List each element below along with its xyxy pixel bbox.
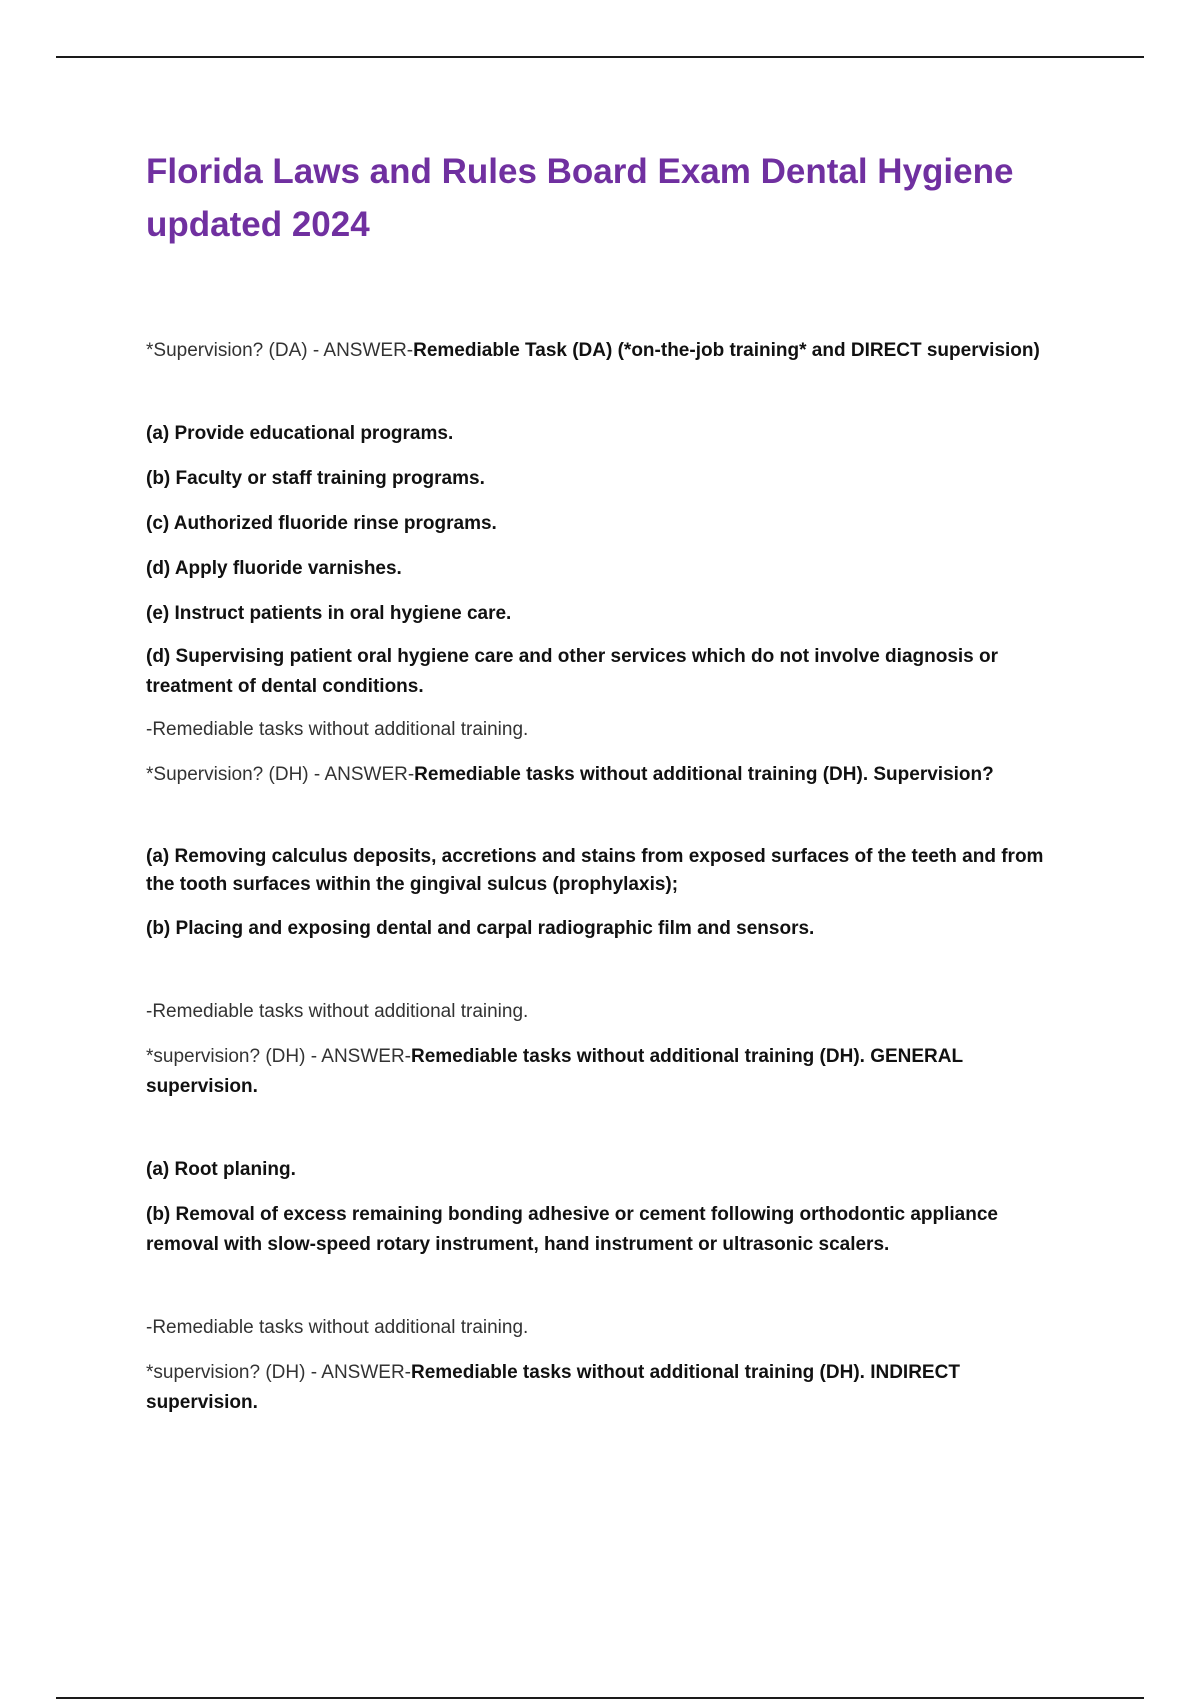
question-text: *supervision? (DH) - ANSWER- [146, 1362, 411, 1383]
answer-text: Remediable Task (DA) (*on-the-job training* and DIRECT supervision) [413, 340, 1040, 361]
list-item: (b) Removal of excess remaining bonding adhesive or cement following orthodontic appliance removal with slow-speed rotary instrument, hand instrument or ultrasonic scalers. [146, 1204, 998, 1255]
answer-text: Remediable tasks without additional training (DH). INDIRECT supervision. [146, 1362, 960, 1413]
list-item: (a) Removing calculus deposits, accretions and stains from exposed surfaces of the teeth and from the tooth surfaces within the gingival sulcus (prophylaxis); [146, 846, 1044, 895]
list-item: (b) Placing and exposing dental and carpal radiographic film and sensors. [146, 918, 815, 939]
note-text: -Remediable tasks without additional training. [146, 1317, 529, 1338]
question-text: *supervision? (DH) - ANSWER- [146, 1046, 411, 1067]
question-text: *Supervision? (DH) - ANSWER- [146, 764, 415, 785]
list-item: (e) Instruct patients in oral hygiene care. [146, 603, 512, 624]
title-line-2: updated 2024 [146, 205, 370, 244]
answer-text: Remediable tasks without additional training (DH). Supervision? [414, 764, 994, 785]
document-page [146, 145, 1066, 1418]
note-text: -Remediable tasks without additional training. [146, 1001, 529, 1022]
top-rule [56, 56, 1144, 58]
list-item: (a) Provide educational programs. [146, 423, 454, 444]
list-item: (d) Supervising patient oral hygiene care and other services which do not involve diagnosis or treatment of dental conditions. [146, 646, 999, 697]
list-item: (c) Authorized fluoride rinse programs. [146, 513, 497, 534]
document-title [146, 145, 1066, 251]
bottom-rule [56, 1697, 1144, 1699]
qa-entry [146, 760, 1066, 790]
qa-entry [146, 1042, 1066, 1102]
list-item: (d) Apply fluoride varnishes. [146, 558, 402, 579]
list-item: (a) Root planing. [146, 1159, 296, 1180]
list-item: (b) Faculty or staff training programs. [146, 468, 485, 489]
note-text: -Remediable tasks without additional training. [146, 719, 529, 740]
title-line-1: Florida Laws and Rules Board Exam Dental Hygiene [146, 152, 1014, 191]
question-text: *Supervision? (DA) - ANSWER- [146, 340, 414, 361]
qa-entry [146, 336, 1066, 366]
qa-entry [146, 1358, 1066, 1418]
answer-text: Remediable tasks without additional training (DH). GENERAL supervision. [146, 1046, 963, 1097]
